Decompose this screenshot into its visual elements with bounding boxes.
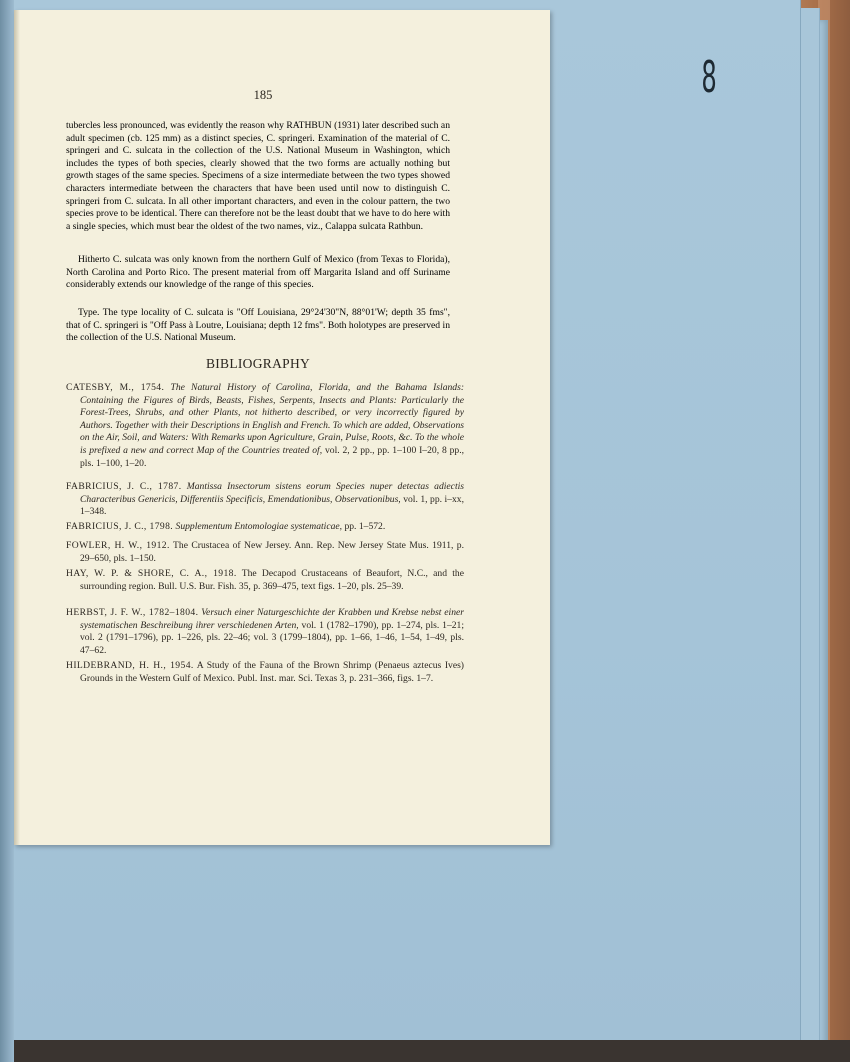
reference-author: FABRICIUS, J. C., 1798. (66, 521, 174, 532)
reference-title: Supplementum Entomologiae systematicae, (175, 521, 343, 532)
page-number: 185 (253, 88, 273, 102)
reference-fabricius-1798 (66, 521, 464, 534)
reference-herbst (66, 607, 464, 657)
bibliography-title: BIBLIOGRAPHY (205, 356, 311, 371)
reference-title: Mantissa Insectorum sistens eorum Species nuper detectas adiectis Characteribus Genericis, Differentiis Specificis, Emendationibus, Observationibus, (80, 481, 465, 505)
reference-author: FABRICIUS, J. C., 1787. (66, 481, 182, 492)
reference-author: HAY, W. P. & SHORE, C. A., 1918. (66, 568, 237, 579)
reference-details: vol. 1 (1782–1790), pp. 1–274, pls. 1–21; vol. 2 (1791–1796), pp. 1–226, pls. 22–46; vol. 3 (1799–1804), pp. 1–66, 1–46, 1–54, 1–49, pls. 47–62. (80, 619, 464, 656)
reference-details: A Study of the Fauna of the Brown Shrimp (Penaeus aztecus Ives) Grounds in the Western Gulf of Mexico. Publ. Inst. mar. Sci. Texas 3, p. 231–366, figs. 1–7. (80, 660, 465, 684)
reference-author: HERBST, J. F. W., 1782–1804. (66, 607, 199, 618)
reference-title: Versuch einer Naturgeschichte der Krabben und Krebse nebst einer systematischen Beschreibung ihrer verschiedenen Arten, (80, 607, 464, 631)
reference-author: HILDEBRAND, H. H., 1954. (66, 660, 194, 671)
reference-title: The Natural History of Carolina, Florida, and the Bahama Islands: Containing the Figures of Birds, Beasts, Fishes, Serpents, Insects and Plants: Particularly the Forest-Trees, Shrubs, and other Plants, not hitherto described, or very incorrectly figured by Authors. Together with their Descriptions in English and French. To which are added, Observations on the Air, Soil, and Waters: With Remarks upon Agriculture, Grain, Pulse, Roots, &c. To the whole is prefixed a new and correct Map of the Countries treated of, (80, 382, 465, 456)
reference-hay-shore (66, 568, 464, 593)
bottom-edge (0, 1040, 850, 1062)
paragraph-3: Type. The type locality of C. sulcata is "Off Louisiana, 29°24'30"N, 88°01'W; depth 35 fms", that of C. springeri is "Off Pass à Loutre, Louisiana; depth 12 fms". Both holotypes are preserved in the collection of the U.S. National Museum. (66, 307, 450, 344)
handwritten-marker (696, 50, 720, 106)
paragraph-2: Hitherto C. sulcata was only known from the northern Gulf of Mexico (from Texas to Florida), North Carolina and Porto Rico. The present material from off Margarita Island and off Suriname considerably extends our knowledge of the range of this species. (66, 254, 450, 291)
page-shadow (14, 10, 20, 845)
reference-fabricius-1787 (66, 481, 464, 519)
reference-details: pp. 1–572. (344, 521, 386, 532)
reference-details: The Decapod Crustaceans of Beaufort, N.C., and the surrounding region. Bull. U.S. Bur. Fish. 35, p. 369–475, text figs. 1–20, pls. 25–39. (80, 568, 464, 592)
reference-fowler (66, 540, 464, 565)
reference-details: The Crustacea of New Jersey. Ann. Rep. New Jersey State Mus. 1911, p. 29–650, pls. 1–150. (80, 540, 464, 564)
marker-text: 8 (701, 52, 717, 103)
reference-details: vol. 2, 2 pp., pp. 1–100 I–20, 8 pp., pls. 1–100, 1–20. (80, 444, 464, 469)
reference-details: vol. 1, pp. i–xx, 1–348. (80, 493, 464, 518)
reference-hildebrand (66, 660, 464, 685)
binding-strip (0, 0, 14, 1062)
reference-author: CATESBY, M., 1754. (66, 382, 165, 393)
reference-catesby (66, 382, 464, 470)
paragraph-1: tubercles less pronounced, was evidently the reason why RATHBUN (1931) later described such an adult specimen (cb. 125 mm) as a distinct species, C. springeri. Examination of the material of C. springeri and C. sulcata in the collection of the U.S. National Museum in Washington, which includes the types of both species, clearly showed that the two forms are actually nothing but growth stages of the same species. Specimens of a size intermediate between the two types showed characters intermediate between the characters that have been used until now to distinguish C. springeri from C. sulcata. In all other important characters, and even in the colour pattern, the two species prove to be identical. There can therefore not be the least doubt that we have to do here with a single species, which must bear the oldest of the two names, viz., Calappa sulcata Rathbun. (66, 120, 450, 232)
reference-author: FOWLER, H. W., 1912. (66, 540, 170, 551)
